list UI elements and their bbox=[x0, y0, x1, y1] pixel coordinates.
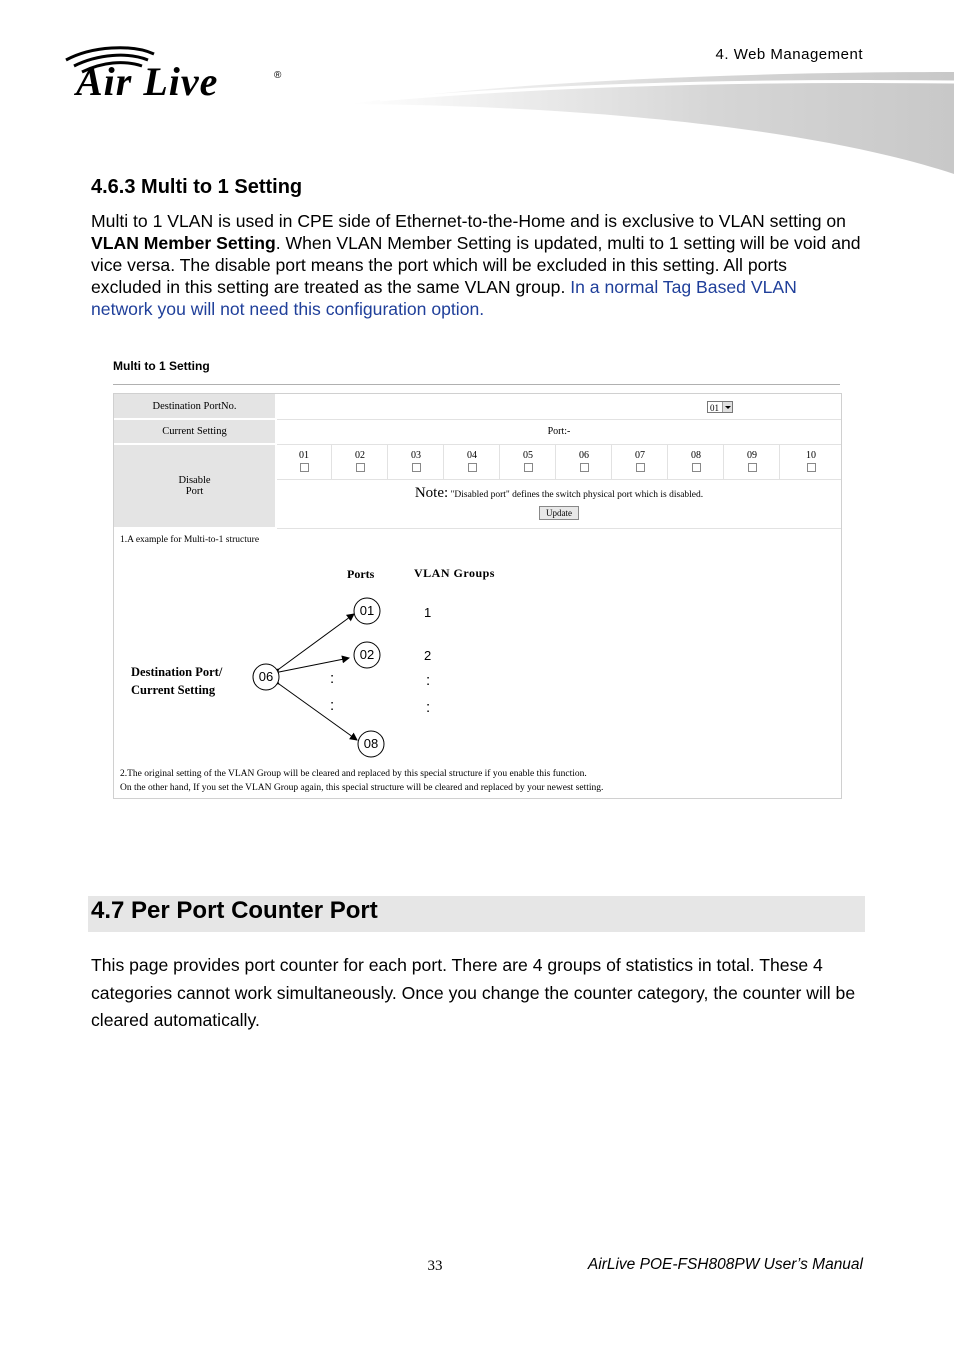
port-checkbox[interactable] bbox=[300, 463, 309, 472]
diagram-dest-label bbox=[131, 663, 222, 699]
port-checkbox[interactable] bbox=[524, 463, 533, 472]
current-setting-label-text: Current Setting bbox=[162, 426, 227, 437]
port-number: 03 bbox=[411, 450, 421, 461]
port-number: 01 bbox=[299, 450, 309, 461]
intro-note-blue: In a normal Tag Based VLAN network you will not need this configuration option. bbox=[91, 277, 797, 319]
section-47-paragraph: This page provides port counter for each port. There are 4 groups of statistics in total. These 4 categories cannot work simultaneously. Once you change the counter category, the counter will be cleared automatically. bbox=[91, 955, 856, 1030]
port-checkbox[interactable] bbox=[692, 463, 701, 472]
manual-title: AirLive POE-FSH808PW User’s Manual bbox=[587, 1256, 863, 1273]
port-cell bbox=[781, 445, 841, 479]
ellipsis-dots: : bbox=[330, 697, 335, 714]
intro-text-2: . When VLAN Member Setting is updated, multi to 1 setting will be void and vice versa. The disable port means the port which will be excluded in this setting. All ports excluded in this setting are treated as the same VLAN group. bbox=[91, 233, 861, 297]
port-checkbox[interactable] bbox=[356, 463, 365, 472]
port-checkbox[interactable] bbox=[412, 463, 421, 472]
port-cell bbox=[613, 445, 668, 479]
dest-port-label bbox=[114, 394, 275, 420]
port-number: 05 bbox=[523, 450, 533, 461]
ellipsis-dots: : bbox=[426, 672, 431, 689]
port-cell bbox=[333, 445, 388, 479]
intro-paragraph bbox=[91, 210, 861, 320]
note-row bbox=[277, 480, 841, 529]
note-body: "Disabled port" defines the switch physical port which is disabled. bbox=[448, 490, 704, 500]
port-checkbox[interactable] bbox=[748, 463, 757, 472]
current-setting-value: Port:- bbox=[277, 420, 841, 445]
screenshot-title: Multi to 1 Setting bbox=[113, 359, 210, 373]
port-number: 02 bbox=[355, 450, 365, 461]
disable-label-line2: Port bbox=[185, 486, 204, 497]
port-checkbox-row bbox=[277, 445, 841, 480]
dest-label-line2: Current Setting bbox=[131, 683, 216, 697]
chapter-label: 4. Web Management bbox=[715, 46, 863, 63]
title-divider bbox=[113, 384, 840, 385]
port-number: 09 bbox=[747, 450, 757, 461]
current-setting-label bbox=[114, 420, 275, 445]
port-number: 06 bbox=[579, 450, 589, 461]
dest-port-label-text: Destination PortNo. bbox=[152, 400, 237, 412]
node-02-label: 02 bbox=[359, 647, 375, 662]
port-cell bbox=[501, 445, 556, 479]
example-2-line1: 2.The original setting of the VLAN Group will be cleared and replaced by this special structure if you enable this function. bbox=[120, 769, 587, 779]
example-2-line2: On the other hand, If you set the VLAN Group again, this special structure will be cleared and replaced by your newest setting. bbox=[120, 783, 604, 793]
example-caption-2 bbox=[120, 767, 603, 795]
section-heading-47: 4.7 Per Port Counter Port bbox=[91, 897, 378, 924]
ellipsis-dots: : bbox=[426, 699, 431, 716]
node-01-label: 01 bbox=[359, 603, 375, 618]
logo-text: Air Live bbox=[76, 59, 219, 104]
dest-label-line1: Destination Port/ bbox=[131, 665, 223, 679]
intro-text-1: Multi to 1 VLAN is used in CPE side of Ethernet-to-the-Home and is exclusive to VLAN setting on bbox=[91, 211, 846, 231]
node-08-label: 08 bbox=[363, 736, 379, 751]
group-2-label: 2 bbox=[424, 648, 432, 663]
edge-06-01 bbox=[279, 614, 354, 669]
edge-06-08 bbox=[279, 684, 357, 740]
port-number: 10 bbox=[806, 450, 816, 461]
port-cell bbox=[669, 445, 724, 479]
port-checkbox[interactable] bbox=[807, 463, 816, 472]
port-checkbox[interactable] bbox=[636, 463, 645, 472]
dest-port-value: 01 bbox=[710, 403, 719, 413]
registered-mark: ® bbox=[274, 70, 282, 81]
port-cell bbox=[277, 445, 332, 479]
port-cell bbox=[557, 445, 612, 479]
dest-port-select[interactable] bbox=[707, 401, 733, 413]
example-caption-1: 1.A example for Multi-to-1 structure bbox=[120, 535, 260, 545]
node-06-label: 06 bbox=[258, 669, 274, 684]
ellipsis-dots: : bbox=[330, 670, 335, 687]
port-number: 08 bbox=[691, 450, 701, 461]
page-number: 33 bbox=[427, 1258, 443, 1274]
port-checkbox[interactable] bbox=[580, 463, 589, 472]
chevron-down-icon[interactable] bbox=[722, 402, 732, 412]
port-number: 07 bbox=[635, 450, 645, 461]
vlan-member-setting-bold: VLAN Member Setting bbox=[91, 233, 276, 253]
update-button[interactable]: Update bbox=[539, 506, 579, 520]
diagram-groups-header: VLAN Groups bbox=[414, 566, 495, 580]
disable-port-label bbox=[114, 445, 275, 529]
port-checkbox[interactable] bbox=[468, 463, 477, 472]
note-text bbox=[277, 485, 841, 502]
section-heading: 4.6.3 Multi to 1 Setting bbox=[91, 176, 303, 198]
port-cell bbox=[389, 445, 444, 479]
group-1-label: 1 bbox=[424, 605, 432, 620]
note-prefix: Note: bbox=[414, 485, 449, 501]
port-cell bbox=[445, 445, 500, 479]
dest-port-row bbox=[277, 394, 841, 420]
port-cell bbox=[725, 445, 780, 479]
edge-06-02 bbox=[279, 658, 349, 672]
multi-to-1-panel bbox=[113, 393, 842, 799]
port-number: 04 bbox=[467, 450, 477, 461]
diagram-ports-header: Ports bbox=[347, 567, 375, 581]
disable-label-line1: Disable bbox=[178, 475, 211, 486]
